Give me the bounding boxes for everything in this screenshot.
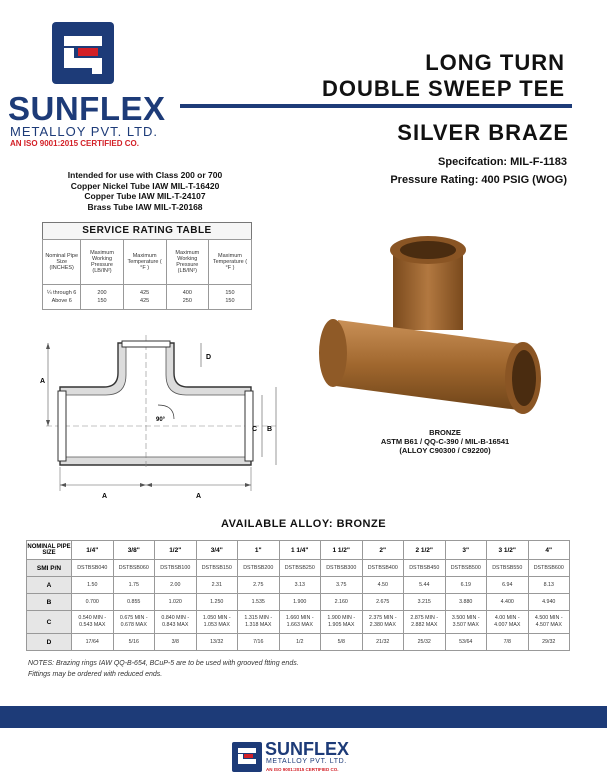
- service-rating-table: [42, 239, 252, 310]
- title-line-3: SILVER BRAZE: [397, 120, 569, 145]
- table-cell: 5/8: [321, 634, 363, 651]
- table-cell: 17/64: [72, 634, 114, 651]
- table-cell: 13/32: [196, 634, 238, 651]
- size-header: 1/2": [155, 541, 197, 560]
- table-cell: DSTBSB450: [404, 560, 446, 577]
- size-header: 1 1/4": [279, 541, 321, 560]
- bronze-tee-photo: [318, 225, 558, 430]
- table-cell: 53/64: [445, 634, 487, 651]
- table-cell: 5.44: [404, 577, 446, 594]
- table-cell: 21/32: [362, 634, 404, 651]
- size-header: 1 1/2": [321, 541, 363, 560]
- table-cell: DSTBSB150: [196, 560, 238, 577]
- table-cell: DSTBSB250: [279, 560, 321, 577]
- table-row: [27, 560, 570, 577]
- table-row: [27, 594, 570, 611]
- table-cell: DSTBSB200: [238, 560, 280, 577]
- table-cell: 200 150: [81, 285, 123, 310]
- row-label: SMI P/N: [27, 560, 72, 577]
- available-alloy-heading: AVAILABLE ALLOY: BRONZE: [220, 518, 387, 530]
- table-header: Nominal Pipe Size (INCHES): [43, 240, 81, 285]
- table-cell: 400 250: [166, 285, 208, 310]
- table-cell: 0.540 MIN - 0.543 MAX: [72, 611, 114, 634]
- intended-line: Brass Tube IAW MIL-T-20168: [87, 201, 203, 212]
- size-header: 3": [445, 541, 487, 560]
- table-row: [43, 285, 252, 310]
- table-cell: 1.020: [155, 594, 197, 611]
- table-row: [27, 611, 570, 634]
- size-header: 2": [362, 541, 404, 560]
- table-cell: 2.31: [196, 577, 238, 594]
- table-cell: ¼ through 6 Above 6: [43, 285, 81, 310]
- logo-company-name: SUNFLEX: [8, 90, 166, 127]
- row-label: C: [27, 611, 72, 634]
- table-cell: 4.00 MIN - 4.007 MAX: [487, 611, 529, 634]
- table-cell: 1.660 MIN - 1.663 MAX: [279, 611, 321, 634]
- dim-label-a-bottom-right: A: [196, 493, 202, 500]
- table-cell: 6.94: [487, 577, 529, 594]
- table-cell: 0.700: [72, 594, 114, 611]
- footer-company-name: SUNFLEX: [265, 739, 350, 759]
- table-cell: 2.375 MIN - 2.380 MAX: [362, 611, 404, 634]
- specification-text: Specifcation: MIL-F-1183: [438, 156, 567, 168]
- table-cell: 425 425: [123, 285, 166, 310]
- intended-line: Copper Nickel Tube IAW MIL-T-16420: [70, 180, 220, 191]
- logo-icon: [52, 22, 114, 84]
- table-cell: 4.400: [487, 594, 529, 611]
- table-cell: 3.75: [321, 577, 363, 594]
- table-cell: DSTBSB500: [445, 560, 487, 577]
- dim-label-d: D: [206, 354, 212, 361]
- table-cell: 3.13: [279, 577, 321, 594]
- size-header: 1/4": [72, 541, 114, 560]
- table-cell: DSTBSB550: [487, 560, 529, 577]
- service-rating-title: SERVICE RATING TABLE: [42, 222, 252, 240]
- dimension-table: [26, 540, 570, 651]
- table-cell: 29/32: [528, 634, 570, 651]
- intended-line: Intended for use with Class 200 or 700: [67, 170, 223, 180]
- size-header: 3/8": [113, 541, 155, 560]
- table-row: [27, 634, 570, 651]
- table-cell: 4.50: [362, 577, 404, 594]
- table-cell: 1.535: [238, 594, 280, 611]
- footer-company-sub: METALLOY PVT. LTD.: [266, 758, 347, 765]
- table-cell: 1.50: [72, 577, 114, 594]
- table-header-row: [27, 541, 570, 560]
- size-header: 3/4": [196, 541, 238, 560]
- table-cell: 0.675 MIN - 0.678 MAX: [113, 611, 155, 634]
- angle-label: 90°: [156, 417, 166, 423]
- table-header: NOMINAL PIPE SIZE: [27, 541, 72, 560]
- table-cell: 0.855: [113, 594, 155, 611]
- table-cell: 7/16: [238, 634, 280, 651]
- footer-band: [0, 706, 607, 728]
- table-cell: 2.160: [321, 594, 363, 611]
- table-cell: 4.940: [528, 594, 570, 611]
- table-cell: DSTBSB100: [155, 560, 197, 577]
- table-cell: DSTBSB400: [362, 560, 404, 577]
- title-line-2: DOUBLE SWEEP TEE: [322, 76, 565, 101]
- pressure-rating-text: Pressure Rating: 400 PSIG (WOG): [390, 174, 567, 186]
- table-cell: 1/2: [279, 634, 321, 651]
- table-cell: 2.75: [238, 577, 280, 594]
- table-cell: 2.00: [155, 577, 197, 594]
- dim-label-b: B: [267, 426, 273, 433]
- table-cell: 1.050 MIN - 1.053 MAX: [196, 611, 238, 634]
- row-label: B: [27, 594, 72, 611]
- logo-iso-line: AN ISO 9001:2015 CERTIFIED CO.: [10, 139, 139, 148]
- footer-iso-line: AN ISO 9001:2015 CERTIFIED CO.: [266, 767, 339, 772]
- size-header: 3 1/2": [487, 541, 529, 560]
- table-cell: 8.13: [528, 577, 570, 594]
- table-cell: 3.500 MIN - 3.507 MAX: [445, 611, 487, 634]
- table-row: [27, 577, 570, 594]
- bronze-material-label: BRONZE ASTM B61 / QQ-C-390 / MIL-B-16541 (ALLOY C90300 / C92200): [380, 428, 510, 455]
- size-header: 4": [528, 541, 570, 560]
- dim-label-c: C: [252, 426, 258, 433]
- table-header: Maximum Working Pressure (LB/IN²): [166, 240, 208, 285]
- table-cell: DSTBSB300: [321, 560, 363, 577]
- table-cell: 3/8: [155, 634, 197, 651]
- table-cell: DSTBSB600: [528, 560, 570, 577]
- table-cell: 2.875 MIN - 2.882 MAX: [404, 611, 446, 634]
- table-cell: 25/32: [404, 634, 446, 651]
- table-header: Maximum Temperature ( °F ): [123, 240, 166, 285]
- size-header: 1": [238, 541, 280, 560]
- dim-label-a: A: [40, 378, 46, 385]
- table-cell: 7/8: [487, 634, 529, 651]
- table-cell: 2.675: [362, 594, 404, 611]
- footer-logo-icon: [232, 742, 262, 772]
- size-header: 2 1/2": [404, 541, 446, 560]
- table-cell: 1.900 MIN - 1.905 MAX: [321, 611, 363, 634]
- table-cell: DSTBSB040: [72, 560, 114, 577]
- title-divider: [180, 104, 572, 108]
- title-line-1: LONG TURN: [425, 50, 565, 75]
- table-cell: 150 150: [208, 285, 251, 310]
- logo-company-sub: METALLOY PVT. LTD.: [10, 124, 159, 139]
- row-label: A: [27, 577, 72, 594]
- notes-block: [28, 658, 299, 680]
- table-header: Maximum Temperature ( °F ): [208, 240, 251, 285]
- table-cell: 3.880: [445, 594, 487, 611]
- table-cell: 4.500 MIN - 4.507 MAX: [528, 611, 570, 634]
- table-cell: 0.840 MIN - 0.843 MAX: [155, 611, 197, 634]
- table-cell: 1.315 MIN - 1.318 MAX: [238, 611, 280, 634]
- intended-line: Copper Tube IAW MIL-T-24107: [84, 191, 206, 201]
- intended-use-block: [40, 170, 250, 212]
- note-line: NOTES: Brazing rings IAW QQ-B-654, BCuP-5 are to be used with grooved ftting ends.: [28, 660, 299, 667]
- table-cell: 1.900: [279, 594, 321, 611]
- table-cell: 6.19: [445, 577, 487, 594]
- table-cell: DSTBSB060: [113, 560, 155, 577]
- note-line: Fittings may be ordered with reduced ends.: [28, 671, 163, 678]
- table-cell: 1.250: [196, 594, 238, 611]
- table-cell: 5/16: [113, 634, 155, 651]
- tee-dimension-drawing: [36, 335, 286, 513]
- table-header: Maximum Working Pressure (LB/IN²): [81, 240, 123, 285]
- row-label: D: [27, 634, 72, 651]
- table-cell: 1.75: [113, 577, 155, 594]
- dim-label-a-bottom-left: A: [102, 493, 108, 500]
- table-cell: 3.215: [404, 594, 446, 611]
